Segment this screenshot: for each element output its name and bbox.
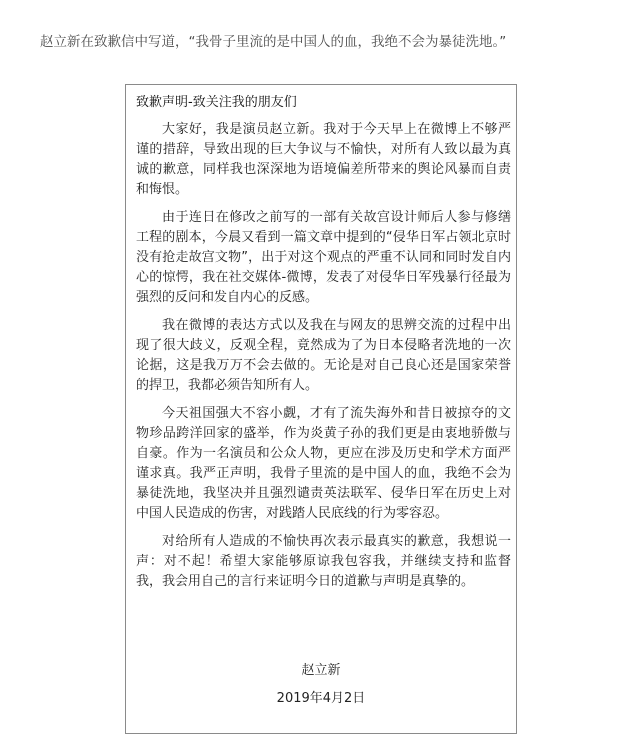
letter-paragraph: 我在微博的表达方式以及我在与网友的思辨交流的过程中出现了很大歧义，反观全程，竟然成为了为日本侵略者洗地的一次论据，这是我万万不会去做的。无论是对自己良心还是国家荣誉的捍卫，我都必须告知所有人。 bbox=[136, 318, 511, 393]
apology-letter bbox=[125, 84, 517, 734]
letter-paragraph: 由于连日在修改之前写的一部有关故宫设计师后人参与修缮工程的剧本，今晨又看到一篇文章中提到的“侵华日军占领北京时没有抢走故宫文物”，出于对这个观点的严重不认同和同时发自内心的惊愕，我在社交媒体-微博，发表了对侵华日军残暴行径最为强烈的反问和发自内心的反感。 bbox=[136, 210, 511, 305]
letter-paragraph: 今天祖国强大不容小觑，才有了流失海外和昔日被掠夺的文物珍品跨洋回家的盛举，作为炎黄子孙的我们更是由衷地骄傲与自豪。作为一名演员和公众人物，更应在涉及历史和学术方面严谨求真。我严正声明，我骨子里流的是中国人的血，我绝不会为暴徒洗地，我坚决并且强烈谴责英法联军、侵华日军在历史上对中国人民造成的伤害，对践踏人民底线的行为零容忍。 bbox=[136, 406, 511, 521]
letter-paragraph: 对给所有人造成的不愉快再次表示最真实的歉意，我想说一声：对不起！希望大家能够原谅我包容我，并继续支持和监督我，我会用自己的言行来证明今日的道歉与声明是真挚的。 bbox=[136, 534, 511, 589]
letter-body bbox=[136, 120, 511, 600]
letter-paragraph: 大家好，我是演员赵立新。我对于今天早上在微博上不够严谨的措辞，导致出现的巨大争议与不愉快，对所有人致以最为真诚的歉意，同样我也深深地为语境偏差所带来的舆论风暴而自责和悔恨。 bbox=[136, 122, 511, 197]
article-caption: 赵立新在致歉信中写道，“我骨子里流的是中国人的血，我绝不会为暴徒洗地。” bbox=[40, 34, 507, 50]
letter-title: 致歉声明-致关注我的朋友们 bbox=[136, 95, 297, 110]
signature-date: 2019年4月2日 bbox=[276, 691, 366, 706]
signature-name: 赵立新 bbox=[301, 663, 341, 678]
